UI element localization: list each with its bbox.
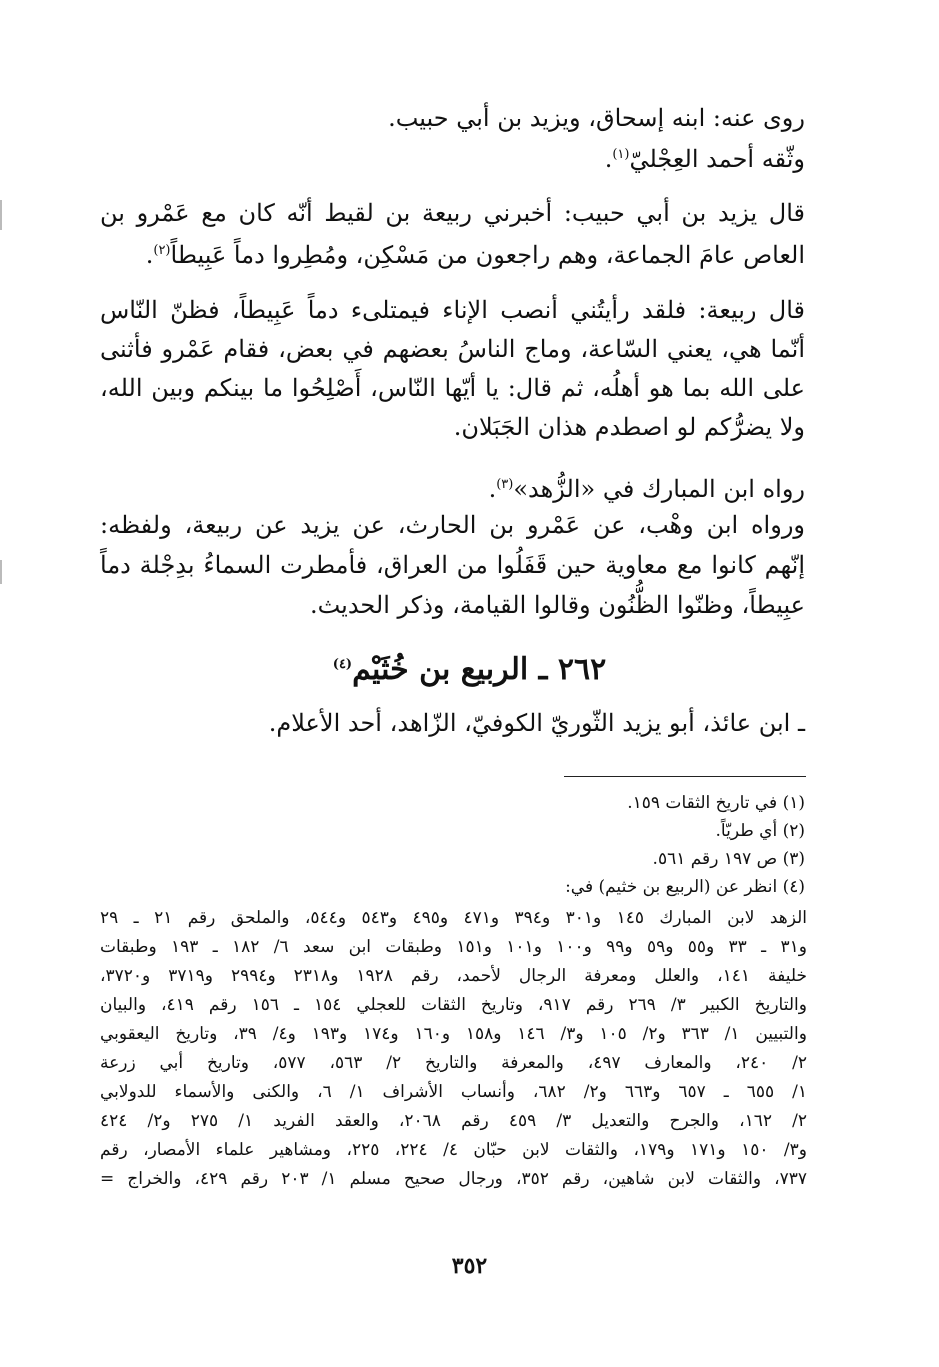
footnote-body-line: ٢/ ٢٤٠، والمعارف ٤٩٧، والمعرفة والتاريخ ٢/ ٥٦٣، ٥٧٧، وتاريخ أبي زرعة bbox=[100, 1053, 807, 1073]
footnote-body-line: والتاريخ الكبير ٣/ ٢٦٩ رقم ٩١٧، وتاريخ الثقات للعجلي ١٥٤ ـ ١٥٦ رقم ٤١٩، والبيان bbox=[100, 995, 807, 1015]
footnote: (٢) أي طريّاً. bbox=[715, 821, 805, 841]
scan-edge-mark bbox=[0, 560, 2, 584]
body-line: روى عنه: ابنه إسحاق، ويزيد بن أبي حبيب. bbox=[388, 104, 805, 132]
footnote-body-line: والتبيين ١/ ٣٦٣ و٢/ ١٠٥ و٣/ ١٤٦ و١٥٨ و١٦٠ و١٧٤ و١٩٣ و٤/ ٣٩، وتاريخ اليعقوبي bbox=[100, 1024, 807, 1044]
body-line: عبِيطاً، وظنّوا الظُّنُون وقالوا القيامة، وذكر الحديث. bbox=[309, 591, 805, 619]
body-line: ولا يضرُّكم لو اصطدم هذان الجَبَلان. bbox=[453, 413, 805, 441]
footnote-body-line: خليفة ١٤١، والعلل ومعرفة الرجال لأحمد، رقم ١٩٢٨ و٢٣١٨ و٢٩٩٤ و٣٧١٩ و٣٧٢٠، bbox=[100, 966, 807, 986]
footnote-ref: (٣) bbox=[496, 477, 514, 492]
body-line: وثّقه أحمد العِجْليّ$^{(١)}$. bbox=[604, 145, 805, 173]
body-line: ورواه ابن وهْب، عن عَمْرو بن الحارث، عن يزيد عن ربيعة، ولفظه: bbox=[100, 511, 805, 539]
footnote: (٤) انظر عن (الربيع بن خثيم) في: bbox=[565, 877, 805, 897]
body-line: قال ربيعة: فلقد رأيتُني أنصب الإناء فيمتلىء دماً عَبِيطاً، فظنّ النّاس bbox=[100, 296, 805, 324]
body-line: قال يزيد بن أبي حبيب: أخبرني ربيعة بن لقيط أنّه كان مع عَمْرو بن bbox=[100, 199, 805, 227]
footnote-body-line: ٢/ ١٦٢، والجرح والتعديل ٣/ ٤٥٩ رقم ٢٠٦٨، والعقد الفريد ١/ ٢٧٥ و٢/ ٤٢٤ bbox=[100, 1111, 807, 1131]
footnote-separator bbox=[564, 776, 806, 777]
footnote: (١) في تاريخ الثقات ١٥٩. bbox=[627, 793, 805, 813]
entry-subheading: ـ ابن عائذ، أبو يزيد الثّوريّ الكوفيّ، الزّاهد، أحد الأعلام. bbox=[268, 709, 805, 737]
page-number: ٣٥٢ bbox=[451, 1253, 488, 1279]
body-line: رواه ابن المبارك في «الزُّهد»$^{(٣)}$. bbox=[488, 475, 805, 503]
footnote-body-line: ٧٣٧، والثقات لابن شاهين، رقم ٣٥٢، ورجال صحيح مسلم ١/ ٢٠٣ رقم ٤٢٩، والخراج = bbox=[100, 1169, 808, 1189]
entry-heading: ٢٦٢ ـ الربيع بن خُثَيْم$^{(٤)}$ bbox=[332, 652, 607, 687]
footnote-ref: (١) bbox=[612, 147, 630, 162]
body-line: إنّهم كانوا مع معاوية حين قَفَلُوا من العراق، فأمطرت السماءُ بدِجْلة دماً bbox=[100, 551, 805, 579]
body-line: العاص عامَ الجماعة، وهم راجعون من مَسْكِن، ومُطِروا دماً عَبِيطاً$^{(٢)}$. bbox=[145, 241, 805, 269]
body-line: أنّما هي، يعني السّاعة، وماج الناسُ بعضهم في بعض، فقام عَمْرو فأثنى bbox=[100, 335, 805, 363]
body-line: على الله بما هو أهلُه، ثم قال: يا أيّها النّاس، أَصْلِحُوا ما بينكم وبين الله، bbox=[100, 374, 805, 402]
footnote: (٣) ص ١٩٧ رقم ٥٦١. bbox=[652, 849, 805, 869]
footnote-body-line: و٣١ ـ ٣٣ و٥٥ و٥٩ و٩٩ و١٠٠ و١٠١ و١٥١ وطبقات ابن سعد ٦/ ١٨٢ ـ ١٩٣ وطبقات bbox=[100, 937, 807, 957]
footnote-body-line: الزهد لابن المبارك ١٤٥ و٣٠١ و٣٩٤ و٤٧١ و٤٩٥ و٥٤٣ و٥٤٤، والملحق رقم ٢١ ـ ٢٩ bbox=[100, 908, 808, 928]
footnote-body-line: و٣/ ١٥٠ و١٧١ و١٧٩، والثقات لابن حبّان ٤/ ٢٢٤، ٢٢٥، ومشاهير علماء الأمصار، رقم bbox=[100, 1140, 807, 1160]
scan-edge-mark bbox=[0, 200, 2, 230]
footnote-ref: (٢) bbox=[153, 243, 171, 258]
footnote-ref: (٤) bbox=[332, 657, 353, 672]
footnote-body-line: ١/ ٦٥٥ ـ ٦٥٧ و٦٦٣ و٢/ ٦٨٢، وأنساب الأشراف ١/ ٦، والكنى والأسماء للدولابي bbox=[100, 1082, 807, 1102]
